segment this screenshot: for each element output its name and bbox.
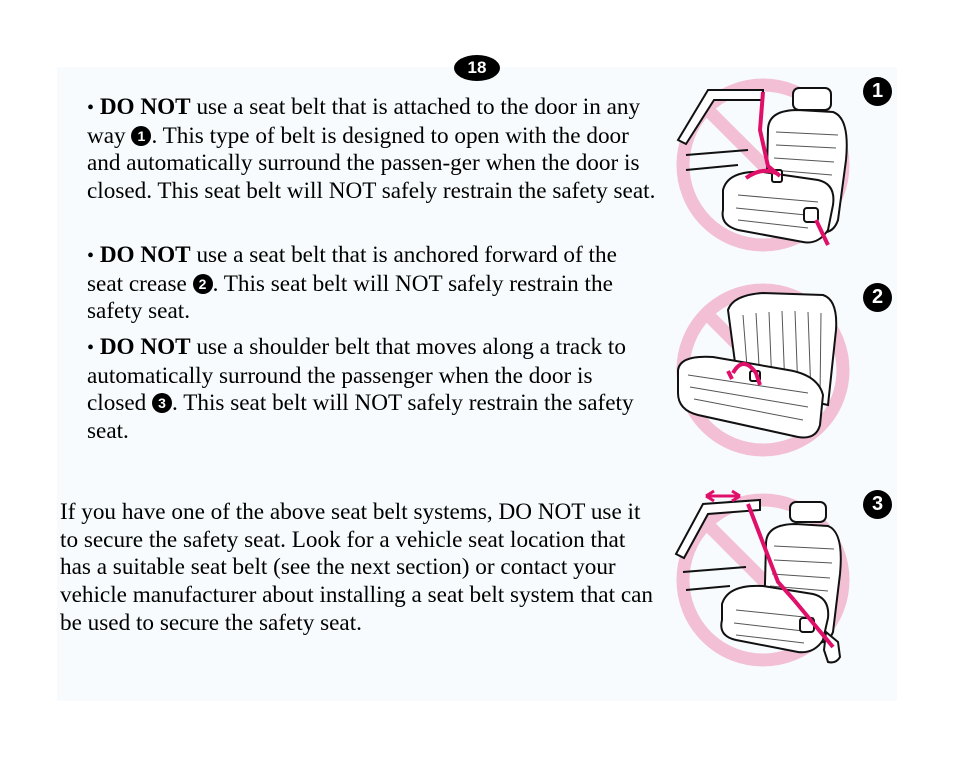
bullet-lead: DO NOT [99,334,191,360]
figure-label-1: 1 [863,77,892,106]
figure-label-3: 3 [863,490,892,519]
advice-paragraph: If you have one of the above seat belt systems, DO NOT use it to secure the safety seat. Look for a vehicle seat location that has a suitable seat belt (see the next section) or contact your vehicle manufacturer about installing a seat belt system that can be used to secure the safety seat. [60,499,654,636]
bullet-forward-anchor [87,242,657,326]
bullet-text-cont: . This seat belt will NOT safely restrain the safety seat. [87,270,613,325]
figure-label-2: 2 [863,283,892,312]
forward-anchor-illustration [668,275,858,465]
track-belt-illustration [668,482,858,672]
bullet-text: use a seat belt that is attached to the door in any way [87,94,641,149]
bullet-dot: • [87,245,95,267]
bullet-dot: • [87,337,95,359]
bullet-text: use a shoulder belt that moves along a track to automatically surround the passenger when the door is closed [87,334,626,417]
bullet-dot: • [87,97,95,119]
page-number-badge: 18 [454,55,500,81]
bullet-lead: DO NOT [99,242,191,268]
marker-3-badge: 3 [152,393,172,413]
bullet-text-cont: . This type of belt is designed to open with the door and automatically surround the passen-ger when the door is closed. This seat belt will NOT safely restrain the safety seat. [87,122,656,205]
bullet-track-belt [87,334,657,446]
door-belt-illustration [668,70,858,260]
bullet-text-cont: . This seat belt will NOT safely restrain the safety seat. [87,390,634,445]
bullet-door-belt [87,94,657,206]
bullet-text: use a seat belt that is anchored forward of the seat crease [87,242,617,297]
marker-1-badge: 1 [131,126,151,146]
marker-2-badge: 2 [193,274,213,294]
bullet-lead: DO NOT [99,94,191,120]
